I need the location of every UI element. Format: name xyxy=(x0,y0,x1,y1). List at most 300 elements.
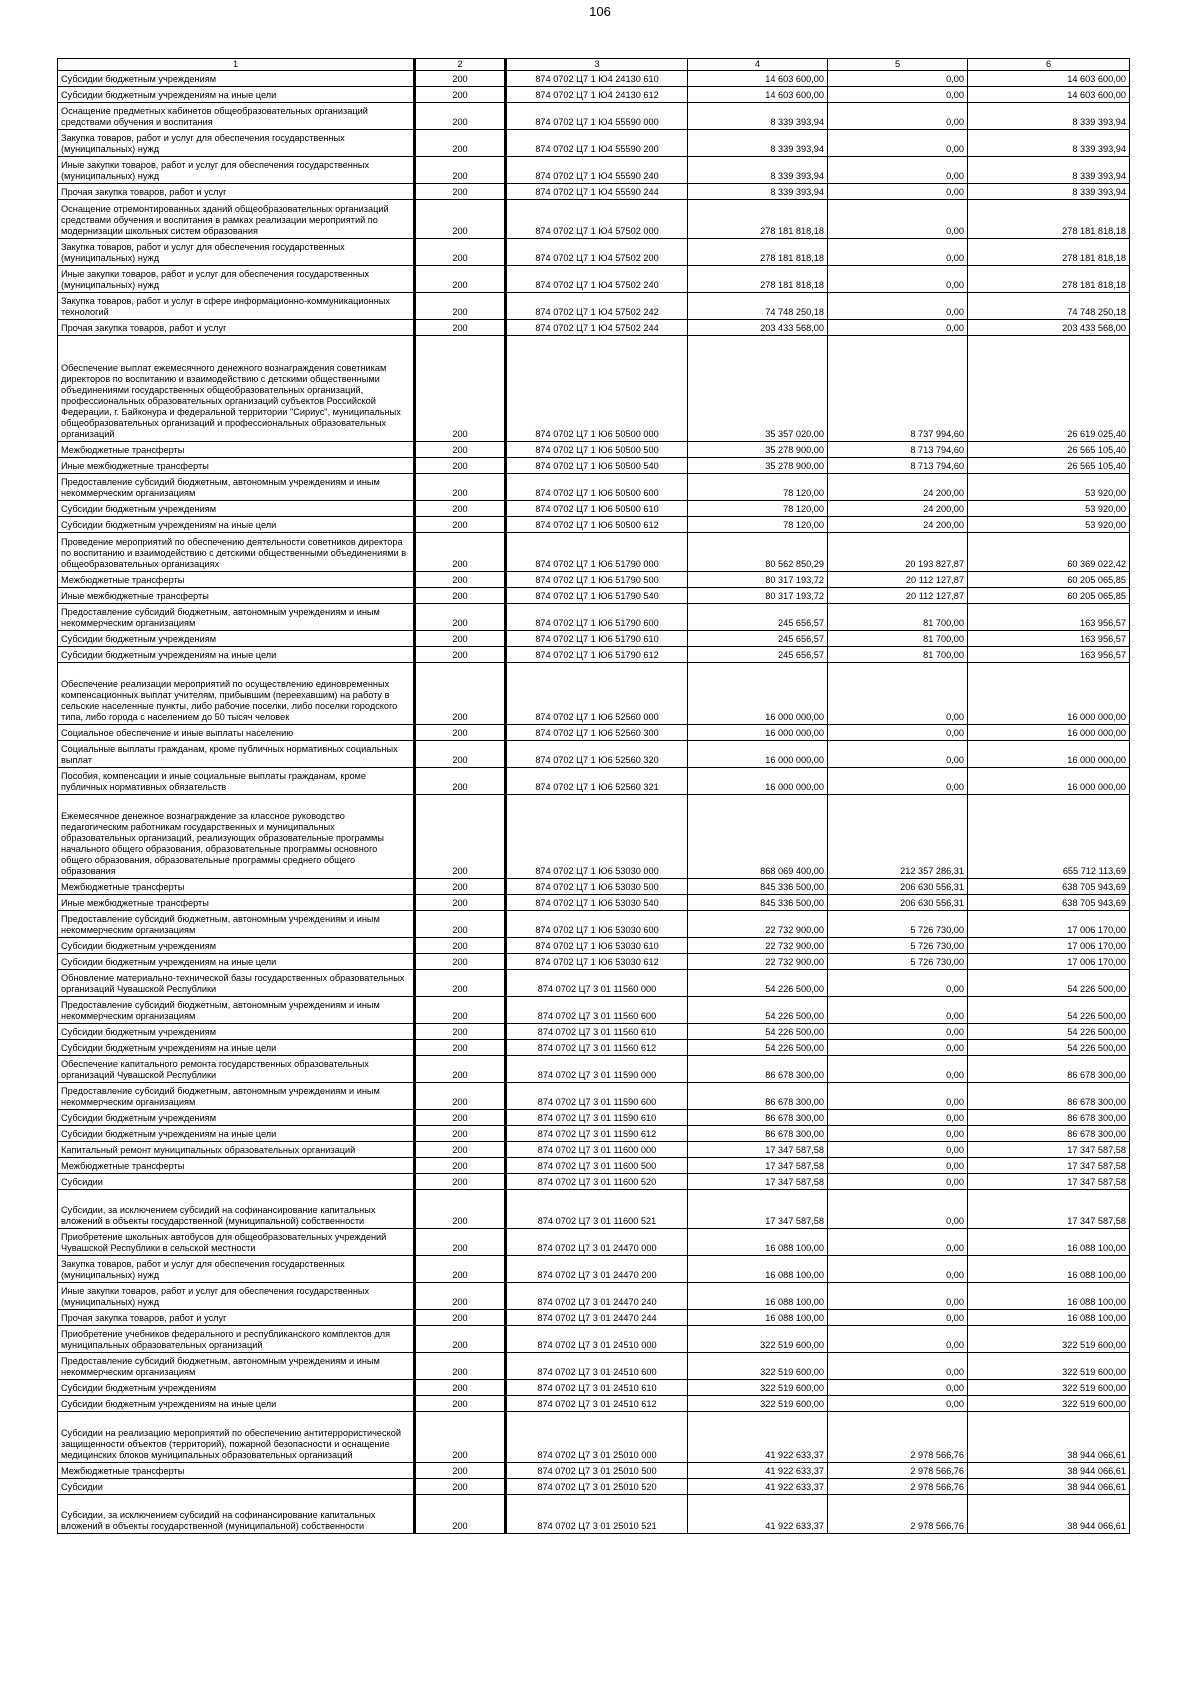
row-classification-code: 874 0702 Ц7 1 Ю4 24130 610 xyxy=(506,71,688,87)
row-classification-code: 874 0702 Ц7 3 01 11600 520 xyxy=(506,1174,688,1190)
row-classification-code: 874 0702 Ц7 1 Ю6 51790 600 xyxy=(506,604,688,631)
row-description: Прочая закупка товаров, работ и услуг xyxy=(58,320,415,336)
row-classification-code: 874 0702 Ц7 1 Ю6 53030 000 xyxy=(506,795,688,879)
table-row xyxy=(58,879,1130,895)
row-admin-code: 200 xyxy=(415,87,506,103)
row-classification-code: 874 0702 Ц7 3 01 11590 000 xyxy=(506,1056,688,1083)
row-amount-col6: 163 956,57 xyxy=(968,647,1130,663)
row-description: Субсидии бюджетным учреждениям на иные цели xyxy=(58,87,415,103)
table-row xyxy=(58,1174,1130,1190)
row-amount-col5: 0,00 xyxy=(828,320,968,336)
table-row xyxy=(58,1126,1130,1142)
table-row xyxy=(58,631,1130,647)
row-description: Обеспечение капитального ремонта государственных образовательных организаций Чувашской Республики xyxy=(58,1056,415,1083)
row-admin-code: 200 xyxy=(415,1083,506,1110)
table-row xyxy=(58,604,1130,631)
row-classification-code: 874 0702 Ц7 3 01 11560 610 xyxy=(506,1024,688,1040)
row-classification-code: 874 0702 Ц7 1 Ю4 57502 240 xyxy=(506,266,688,293)
row-amount-col6: 38 944 066,61 xyxy=(968,1412,1130,1463)
row-amount-col4: 203 433 568,00 xyxy=(688,320,828,336)
table-row xyxy=(58,474,1130,501)
row-description: Субсидии xyxy=(58,1174,415,1190)
row-description: Субсидии бюджетным учреждениям xyxy=(58,71,415,87)
row-amount-col5: 81 700,00 xyxy=(828,631,968,647)
row-amount-col6: 17 006 170,00 xyxy=(968,954,1130,970)
row-amount-col5: 0,00 xyxy=(828,1024,968,1040)
row-amount-col4: 86 678 300,00 xyxy=(688,1083,828,1110)
table-row xyxy=(58,103,1130,130)
row-amount-col5: 0,00 xyxy=(828,1158,968,1174)
row-description: Субсидии, за исключением субсидий на софинансирование капитальных вложений в объекты государственной (муниципальной) собственности xyxy=(58,1190,415,1229)
table-row xyxy=(58,157,1130,184)
table-row xyxy=(58,938,1130,954)
row-amount-col6: 54 226 500,00 xyxy=(968,997,1130,1024)
row-amount-col5: 0,00 xyxy=(828,1256,968,1283)
row-amount-col6: 16 000 000,00 xyxy=(968,768,1130,795)
table-row xyxy=(58,1495,1130,1534)
row-amount-col6: 163 956,57 xyxy=(968,604,1130,631)
row-amount-col6: 16 088 100,00 xyxy=(968,1283,1130,1310)
row-classification-code: 874 0702 Ц7 1 Ю4 57502 244 xyxy=(506,320,688,336)
row-classification-code: 874 0702 Ц7 1 Ю6 51790 610 xyxy=(506,631,688,647)
row-amount-col4: 78 120,00 xyxy=(688,474,828,501)
row-description: Межбюджетные трансферты xyxy=(58,879,415,895)
row-amount-col6: 38 944 066,61 xyxy=(968,1463,1130,1479)
row-admin-code: 200 xyxy=(415,1056,506,1083)
row-classification-code: 874 0702 Ц7 1 Ю6 53030 540 xyxy=(506,895,688,911)
row-amount-col5: 0,00 xyxy=(828,1380,968,1396)
table-row xyxy=(58,954,1130,970)
row-amount-col6: 14 603 600,00 xyxy=(968,87,1130,103)
row-description: Субсидии на реализацию мероприятий по обеспечению антитеррористической защищенности объектов (территорий), пожарной безопасности и оснащение медицинских блоков муниципальных образовательных организаций xyxy=(58,1412,415,1463)
row-amount-col6: 17 347 587,58 xyxy=(968,1158,1130,1174)
row-description: Иные межбюджетные трансферты xyxy=(58,895,415,911)
table-row xyxy=(58,336,1130,442)
table-row xyxy=(58,1283,1130,1310)
table-row xyxy=(58,1158,1130,1174)
row-amount-col5: 2 978 566,76 xyxy=(828,1495,968,1534)
row-amount-col5: 0,00 xyxy=(828,970,968,997)
table-row xyxy=(58,266,1130,293)
row-amount-col5: 0,00 xyxy=(828,184,968,200)
row-amount-col6: 86 678 300,00 xyxy=(968,1110,1130,1126)
row-amount-col4: 74 748 250,18 xyxy=(688,293,828,320)
row-amount-col6: 8 339 393,94 xyxy=(968,157,1130,184)
row-admin-code: 200 xyxy=(415,631,506,647)
table-row xyxy=(58,1110,1130,1126)
row-amount-col6: 16 088 100,00 xyxy=(968,1310,1130,1326)
header-cell: 6 xyxy=(968,59,1130,71)
row-classification-code: 874 0702 Ц7 1 Ю6 50500 600 xyxy=(506,474,688,501)
row-admin-code: 200 xyxy=(415,997,506,1024)
row-admin-code: 200 xyxy=(415,336,506,442)
row-amount-col6: 53 920,00 xyxy=(968,517,1130,533)
row-amount-col6: 38 944 066,61 xyxy=(968,1495,1130,1534)
row-amount-col5: 0,00 xyxy=(828,663,968,725)
row-amount-col5: 0,00 xyxy=(828,1142,968,1158)
row-classification-code: 874 0702 Ц7 1 Ю6 50500 610 xyxy=(506,501,688,517)
row-amount-col5: 8 737 994,60 xyxy=(828,336,968,442)
row-amount-col5: 0,00 xyxy=(828,1229,968,1256)
row-amount-col5: 0,00 xyxy=(828,1040,968,1056)
row-description: Субсидии бюджетным учреждениям xyxy=(58,631,415,647)
row-amount-col4: 54 226 500,00 xyxy=(688,1040,828,1056)
row-amount-col4: 16 000 000,00 xyxy=(688,768,828,795)
row-classification-code: 874 0702 Ц7 1 Ю6 53030 612 xyxy=(506,954,688,970)
header-cell: 1 xyxy=(58,59,415,71)
table-row xyxy=(58,647,1130,663)
row-description: Межбюджетные трансферты xyxy=(58,1463,415,1479)
row-amount-col5: 0,00 xyxy=(828,157,968,184)
row-classification-code: 874 0702 Ц7 3 01 24470 000 xyxy=(506,1229,688,1256)
row-amount-col6: 17 347 587,58 xyxy=(968,1174,1130,1190)
row-admin-code: 200 xyxy=(415,1310,506,1326)
row-admin-code: 200 xyxy=(415,938,506,954)
row-amount-col4: 78 120,00 xyxy=(688,501,828,517)
row-admin-code: 200 xyxy=(415,604,506,631)
row-amount-col5: 0,00 xyxy=(828,1083,968,1110)
row-admin-code: 200 xyxy=(415,663,506,725)
row-amount-col4: 8 339 393,94 xyxy=(688,184,828,200)
row-admin-code: 200 xyxy=(415,588,506,604)
table-row xyxy=(58,1310,1130,1326)
row-description: Субсидии бюджетным учреждениям на иные цели xyxy=(58,1126,415,1142)
row-description: Иные закупки товаров, работ и услуг для обеспечения государственных (муниципальных) нужд xyxy=(58,157,415,184)
row-description: Субсидии бюджетным учреждениям xyxy=(58,1110,415,1126)
table-row xyxy=(58,725,1130,741)
row-description: Закупка товаров, работ и услуг в сфере информационно-коммуникационных технологий xyxy=(58,293,415,320)
row-classification-code: 874 0702 Ц7 3 01 25010 520 xyxy=(506,1479,688,1495)
row-description: Закупка товаров, работ и услуг для обеспечения государственных (муниципальных) нужд xyxy=(58,1256,415,1283)
table-row xyxy=(58,458,1130,474)
row-admin-code: 200 xyxy=(415,458,506,474)
row-amount-col5: 0,00 xyxy=(828,200,968,239)
row-classification-code: 874 0702 Ц7 1 Ю6 53030 600 xyxy=(506,911,688,938)
row-classification-code: 874 0702 Ц7 1 Ю6 51790 500 xyxy=(506,572,688,588)
row-admin-code: 200 xyxy=(415,1110,506,1126)
table-row xyxy=(58,572,1130,588)
row-description: Предоставление субсидий бюджетным, автономным учреждениям и иным некоммерческим организациям xyxy=(58,474,415,501)
row-description: Ежемесячное денежное вознаграждение за классное руководство педагогическим работникам государственных и муниципальных образовательных организаций, реализующих образовательные программы начального общего образования, образовательные программы основного общего образования, образовательные программы среднего общего образования xyxy=(58,795,415,879)
row-description: Предоставление субсидий бюджетным, автономным учреждениям и иным некоммерческим организациям xyxy=(58,1353,415,1380)
row-description: Предоставление субсидий бюджетным, автономным учреждениям и иным некоммерческим организациям xyxy=(58,604,415,631)
row-admin-code: 200 xyxy=(415,71,506,87)
row-description: Приобретение учебников федерального и республиканского комплектов для муниципальных образовательных организаций xyxy=(58,1326,415,1353)
row-amount-col5: 0,00 xyxy=(828,1190,968,1229)
row-classification-code: 874 0702 Ц7 3 01 11600 500 xyxy=(506,1158,688,1174)
budget-table xyxy=(57,58,1130,1534)
row-amount-col4: 22 732 900,00 xyxy=(688,911,828,938)
row-amount-col6: 26 619 025,40 xyxy=(968,336,1130,442)
row-classification-code: 874 0702 Ц7 3 01 11560 600 xyxy=(506,997,688,1024)
header-cell: 4 xyxy=(688,59,828,71)
table-row xyxy=(58,293,1130,320)
row-amount-col4: 278 181 818,18 xyxy=(688,239,828,266)
budget-table-body xyxy=(58,59,1130,1534)
row-classification-code: 874 0702 Ц7 1 Ю4 57502 242 xyxy=(506,293,688,320)
row-description: Обеспечение реализации мероприятий по осуществлению единовременных компенсационных выплат учителям, прибывшим (переехавшим) на работу в сельские населенные пункты, либо рабочие поселки, либо поселки городского типа, либо города с населением до 50 тысяч человек xyxy=(58,663,415,725)
row-classification-code: 874 0702 Ц7 1 Ю6 50500 540 xyxy=(506,458,688,474)
row-amount-col6: 8 339 393,94 xyxy=(968,184,1130,200)
row-classification-code: 874 0702 Ц7 1 Ю4 57502 000 xyxy=(506,200,688,239)
row-amount-col4: 8 339 393,94 xyxy=(688,103,828,130)
row-admin-code: 200 xyxy=(415,572,506,588)
row-classification-code: 874 0702 Ц7 3 01 24510 600 xyxy=(506,1353,688,1380)
row-amount-col5: 20 112 127,87 xyxy=(828,572,968,588)
row-admin-code: 200 xyxy=(415,442,506,458)
row-amount-col5: 5 726 730,00 xyxy=(828,938,968,954)
row-admin-code: 200 xyxy=(415,501,506,517)
row-amount-col4: 22 732 900,00 xyxy=(688,954,828,970)
row-description: Субсидии бюджетным учреждениям на иные цели xyxy=(58,647,415,663)
row-admin-code: 200 xyxy=(415,517,506,533)
row-classification-code: 874 0702 Ц7 3 01 25010 000 xyxy=(506,1412,688,1463)
row-amount-col6: 8 339 393,94 xyxy=(968,103,1130,130)
row-amount-col4: 41 922 633,37 xyxy=(688,1463,828,1479)
row-amount-col4: 16 000 000,00 xyxy=(688,663,828,725)
row-description: Обеспечение выплат ежемесячного денежного вознаграждения советникам директоров по воспитанию и взаимодействию с детскими общественными объединениями государственных общеобразовательных организаций, профессиональных образовательных организаций субъектов Российской Федерации, г. Байконура и федеральной территории "Сириус", муниципальных общеобразовательных организаций и профессиональных образовательных организаций xyxy=(58,336,415,442)
table-row xyxy=(58,239,1130,266)
row-description: Предоставление субсидий бюджетным, автономным учреждениям и иным некоммерческим организациям xyxy=(58,1083,415,1110)
row-amount-col6: 53 920,00 xyxy=(968,501,1130,517)
row-description: Межбюджетные трансферты xyxy=(58,572,415,588)
row-amount-col5: 0,00 xyxy=(828,725,968,741)
row-admin-code: 200 xyxy=(415,1479,506,1495)
row-amount-col6: 16 088 100,00 xyxy=(968,1256,1130,1283)
table-row xyxy=(58,997,1130,1024)
row-description: Социальное обеспечение и иные выплаты населению xyxy=(58,725,415,741)
table-row xyxy=(58,533,1130,572)
row-amount-col6: 14 603 600,00 xyxy=(968,71,1130,87)
row-amount-col6: 638 705 943,69 xyxy=(968,879,1130,895)
row-amount-col4: 80 317 193,72 xyxy=(688,572,828,588)
row-classification-code: 874 0702 Ц7 3 01 25010 500 xyxy=(506,1463,688,1479)
row-amount-col4: 278 181 818,18 xyxy=(688,266,828,293)
row-amount-col6: 278 181 818,18 xyxy=(968,200,1130,239)
header-cell: 3 xyxy=(506,59,688,71)
row-amount-col6: 638 705 943,69 xyxy=(968,895,1130,911)
row-admin-code: 200 xyxy=(415,1174,506,1190)
row-classification-code: 874 0702 Ц7 3 01 24470 244 xyxy=(506,1310,688,1326)
row-description: Субсидии бюджетным учреждениям xyxy=(58,1024,415,1040)
row-admin-code: 200 xyxy=(415,741,506,768)
row-admin-code: 200 xyxy=(415,320,506,336)
table-row xyxy=(58,87,1130,103)
row-amount-col6: 203 433 568,00 xyxy=(968,320,1130,336)
row-amount-col5: 206 630 556,31 xyxy=(828,879,968,895)
row-amount-col4: 80 317 193,72 xyxy=(688,588,828,604)
row-admin-code: 200 xyxy=(415,1190,506,1229)
row-admin-code: 200 xyxy=(415,1283,506,1310)
table-row xyxy=(58,588,1130,604)
row-classification-code: 874 0702 Ц7 3 01 24470 200 xyxy=(506,1256,688,1283)
row-admin-code: 200 xyxy=(415,954,506,970)
row-amount-col4: 16 000 000,00 xyxy=(688,725,828,741)
row-amount-col5: 2 978 566,76 xyxy=(828,1463,968,1479)
table-row xyxy=(58,130,1130,157)
row-description: Межбюджетные трансферты xyxy=(58,442,415,458)
row-admin-code: 200 xyxy=(415,911,506,938)
row-admin-code: 200 xyxy=(415,200,506,239)
row-classification-code: 874 0702 Ц7 1 Ю4 24130 612 xyxy=(506,87,688,103)
row-amount-col4: 245 656,57 xyxy=(688,604,828,631)
row-classification-code: 874 0702 Ц7 1 Ю4 55590 244 xyxy=(506,184,688,200)
row-amount-col5: 0,00 xyxy=(828,1126,968,1142)
row-classification-code: 874 0702 Ц7 1 Ю4 55590 240 xyxy=(506,157,688,184)
row-amount-col6: 86 678 300,00 xyxy=(968,1056,1130,1083)
row-amount-col4: 17 347 587,58 xyxy=(688,1158,828,1174)
row-classification-code: 874 0702 Ц7 1 Ю6 51790 000 xyxy=(506,533,688,572)
row-amount-col4: 245 656,57 xyxy=(688,647,828,663)
row-admin-code: 200 xyxy=(415,725,506,741)
row-admin-code: 200 xyxy=(415,533,506,572)
row-amount-col6: 16 000 000,00 xyxy=(968,725,1130,741)
row-amount-col5: 0,00 xyxy=(828,1310,968,1326)
row-classification-code: 874 0702 Ц7 1 Ю6 53030 500 xyxy=(506,879,688,895)
row-amount-col6: 322 519 600,00 xyxy=(968,1326,1130,1353)
row-amount-col6: 8 339 393,94 xyxy=(968,130,1130,157)
table-row xyxy=(58,1056,1130,1083)
row-description: Субсидии бюджетным учреждениям на иные цели xyxy=(58,1040,415,1056)
row-amount-col6: 655 712 113,69 xyxy=(968,795,1130,879)
row-description: Обновление материально-технической базы государственных образовательных организаций Чувашской Республики xyxy=(58,970,415,997)
row-amount-col5: 0,00 xyxy=(828,71,968,87)
row-amount-col6: 86 678 300,00 xyxy=(968,1083,1130,1110)
row-amount-col4: 35 357 020,00 xyxy=(688,336,828,442)
row-description: Пособия, компенсации и иные социальные выплаты гражданам, кроме публичных нормативных обязательств xyxy=(58,768,415,795)
row-amount-col4: 16 000 000,00 xyxy=(688,741,828,768)
table-row xyxy=(58,1326,1130,1353)
row-classification-code: 874 0702 Ц7 1 Ю6 51790 612 xyxy=(506,647,688,663)
page-number: 106 xyxy=(589,4,611,19)
row-description: Субсидии xyxy=(58,1479,415,1495)
row-amount-col6: 17 006 170,00 xyxy=(968,911,1130,938)
row-description: Прочая закупка товаров, работ и услуг xyxy=(58,184,415,200)
row-classification-code: 874 0702 Ц7 1 Ю6 52560 320 xyxy=(506,741,688,768)
row-description: Субсидии бюджетным учреждениям на иные цели xyxy=(58,517,415,533)
row-classification-code: 874 0702 Ц7 1 Ю6 50500 612 xyxy=(506,517,688,533)
row-amount-col5: 206 630 556,31 xyxy=(828,895,968,911)
row-description: Прочая закупка товаров, работ и услуг xyxy=(58,1310,415,1326)
table-row xyxy=(58,911,1130,938)
row-admin-code: 200 xyxy=(415,293,506,320)
row-description: Закупка товаров, работ и услуг для обеспечения государственных (муниципальных) нужд xyxy=(58,130,415,157)
row-amount-col5: 5 726 730,00 xyxy=(828,954,968,970)
row-amount-col4: 322 519 600,00 xyxy=(688,1353,828,1380)
table-row xyxy=(58,1083,1130,1110)
row-classification-code: 874 0702 Ц7 3 01 11590 610 xyxy=(506,1110,688,1126)
row-amount-col5: 0,00 xyxy=(828,266,968,293)
row-admin-code: 200 xyxy=(415,768,506,795)
row-amount-col4: 41 922 633,37 xyxy=(688,1412,828,1463)
table-row xyxy=(58,1353,1130,1380)
table-row xyxy=(58,1024,1130,1040)
row-admin-code: 200 xyxy=(415,184,506,200)
row-amount-col6: 74 748 250,18 xyxy=(968,293,1130,320)
row-admin-code: 200 xyxy=(415,1126,506,1142)
row-description: Субсидии бюджетным учреждениям на иные цели xyxy=(58,1396,415,1412)
row-admin-code: 200 xyxy=(415,1158,506,1174)
row-admin-code: 200 xyxy=(415,157,506,184)
row-admin-code: 200 xyxy=(415,1024,506,1040)
row-admin-code: 200 xyxy=(415,1353,506,1380)
row-amount-col6: 60 369 022,42 xyxy=(968,533,1130,572)
row-amount-col5: 20 193 827,87 xyxy=(828,533,968,572)
row-classification-code: 874 0702 Ц7 3 01 24510 612 xyxy=(506,1396,688,1412)
row-admin-code: 200 xyxy=(415,1412,506,1463)
row-amount-col5: 0,00 xyxy=(828,997,968,1024)
table-row xyxy=(58,501,1130,517)
row-classification-code: 874 0702 Ц7 3 01 11560 000 xyxy=(506,970,688,997)
row-amount-col6: 38 944 066,61 xyxy=(968,1479,1130,1495)
row-description: Иные межбюджетные трансферты xyxy=(58,458,415,474)
row-amount-col5: 20 112 127,87 xyxy=(828,588,968,604)
row-amount-col6: 16 088 100,00 xyxy=(968,1229,1130,1256)
row-classification-code: 874 0702 Ц7 3 01 11590 612 xyxy=(506,1126,688,1142)
row-amount-col6: 16 000 000,00 xyxy=(968,663,1130,725)
row-classification-code: 874 0702 Ц7 3 01 11590 600 xyxy=(506,1083,688,1110)
table-row xyxy=(58,1380,1130,1396)
row-amount-col6: 26 565 105,40 xyxy=(968,442,1130,458)
row-admin-code: 200 xyxy=(415,266,506,293)
row-amount-col5: 0,00 xyxy=(828,1283,968,1310)
row-classification-code: 874 0702 Ц7 1 Ю6 52560 321 xyxy=(506,768,688,795)
row-amount-col6: 17 347 587,58 xyxy=(968,1142,1130,1158)
row-amount-col5: 0,00 xyxy=(828,741,968,768)
row-admin-code: 200 xyxy=(415,1380,506,1396)
row-amount-col6: 54 226 500,00 xyxy=(968,1040,1130,1056)
row-description: Предоставление субсидий бюджетным, автономным учреждениям и иным некоммерческим организациям xyxy=(58,911,415,938)
row-amount-col5: 0,00 xyxy=(828,768,968,795)
table-row xyxy=(58,663,1130,725)
row-amount-col5: 81 700,00 xyxy=(828,604,968,631)
row-description: Субсидии бюджетным учреждениям на иные цели xyxy=(58,954,415,970)
row-admin-code: 200 xyxy=(415,1463,506,1479)
row-classification-code: 874 0702 Ц7 3 01 11600 521 xyxy=(506,1190,688,1229)
row-admin-code: 200 xyxy=(415,130,506,157)
row-amount-col4: 22 732 900,00 xyxy=(688,938,828,954)
row-classification-code: 874 0702 Ц7 3 01 25010 521 xyxy=(506,1495,688,1534)
table-row xyxy=(58,517,1130,533)
row-amount-col4: 278 181 818,18 xyxy=(688,200,828,239)
row-amount-col5: 2 978 566,76 xyxy=(828,1479,968,1495)
row-amount-col5: 0,00 xyxy=(828,130,968,157)
row-amount-col4: 78 120,00 xyxy=(688,517,828,533)
row-amount-col6: 86 678 300,00 xyxy=(968,1126,1130,1142)
row-amount-col4: 54 226 500,00 xyxy=(688,970,828,997)
row-description: Предоставление субсидий бюджетным, автономным учреждениям и иным некоммерческим организациям xyxy=(58,997,415,1024)
table-row xyxy=(58,1396,1130,1412)
row-amount-col6: 17 347 587,58 xyxy=(968,1190,1130,1229)
row-description: Субсидии бюджетным учреждениям xyxy=(58,501,415,517)
row-amount-col5: 0,00 xyxy=(828,87,968,103)
row-admin-code: 200 xyxy=(415,1040,506,1056)
row-description: Закупка товаров, работ и услуг для обеспечения государственных (муниципальных) нужд xyxy=(58,239,415,266)
row-amount-col5: 2 978 566,76 xyxy=(828,1412,968,1463)
row-amount-col4: 41 922 633,37 xyxy=(688,1479,828,1495)
row-amount-col6: 322 519 600,00 xyxy=(968,1380,1130,1396)
row-amount-col5: 0,00 xyxy=(828,103,968,130)
row-admin-code: 200 xyxy=(415,1142,506,1158)
row-amount-col5: 8 713 794,60 xyxy=(828,442,968,458)
row-description: Субсидии, за исключением субсидий на софинансирование капитальных вложений в объекты государственной (муниципальной) собственности xyxy=(58,1495,415,1534)
row-amount-col5: 5 726 730,00 xyxy=(828,911,968,938)
row-amount-col6: 322 519 600,00 xyxy=(968,1396,1130,1412)
row-amount-col6: 26 565 105,40 xyxy=(968,458,1130,474)
row-amount-col5: 0,00 xyxy=(828,1326,968,1353)
row-admin-code: 200 xyxy=(415,795,506,879)
row-amount-col5: 0,00 xyxy=(828,1174,968,1190)
